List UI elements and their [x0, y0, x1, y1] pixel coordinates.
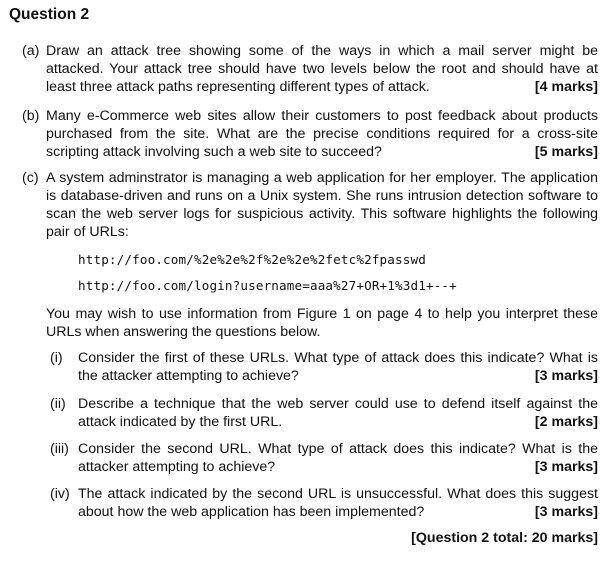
part-b-body [46, 107, 598, 161]
subpart-iii-marks: [3 marks] [534, 459, 598, 475]
part-c-followup: You may wish to use information from Figure 1 on page 4 to help you interpret these URLs when answering the questions below. [46, 306, 598, 340]
subpart-i-text: Consider the first of these URLs. What type of attack does this indicate? What is the attacker attempting to achieve? [78, 350, 598, 384]
part-a [22, 42, 598, 96]
part-c-label: (c) [22, 170, 39, 186]
subpart-i [50, 349, 598, 385]
subpart-iii [50, 440, 598, 476]
subpart-i-body [78, 349, 598, 385]
question-title: Question 2 [9, 6, 90, 23]
subpart-iv-marks: [3 marks] [534, 504, 598, 520]
question-total-marks: [Question 2 total: 20 marks] [411, 530, 598, 546]
subpart-iv-body [78, 485, 598, 521]
part-b [22, 107, 598, 161]
part-b-marks: [5 marks] [534, 144, 598, 160]
subpart-i-marks: [3 marks] [534, 368, 598, 384]
part-a-body [46, 42, 598, 96]
part-c [22, 169, 598, 241]
subpart-ii-text: Describe a technique that the web server could use to defend itself against the attack indicated by the first URL. [78, 396, 598, 430]
subpart-ii-label: (ii) [50, 396, 66, 412]
subpart-iii-body [78, 440, 598, 476]
subpart-ii [50, 395, 598, 431]
part-a-marks: [4 marks] [534, 79, 598, 95]
suspicious-url-2: http://foo.com/login?username=aaa%27+OR+1%3d1+--+ [78, 278, 457, 293]
part-b-text: Many e-Commerce web sites allow their customers to post feedback about products purchased from the site. What are the precise conditions required for a cross-site scripting attack involving such a web site to succeed? [46, 108, 598, 160]
part-c-text: A system adminstrator is managing a web application for her employer. The application is database-driven and runs on a Unix system. She runs intrusion detection software to scan the web server logs for suspicious activity. This software highlights the following pair of URLs: [46, 170, 598, 240]
subpart-iii-text: Consider the second URL. What type of attack does this indicate? What is the attacker attempting to achieve? [78, 441, 598, 475]
suspicious-url-1: http://foo.com/%2e%2e%2f%2e%2e%2fetc%2fpasswd [78, 252, 426, 267]
subpart-i-label: (i) [50, 350, 63, 366]
subpart-iv [50, 485, 598, 521]
part-c-body [46, 169, 598, 241]
subpart-ii-marks: [2 marks] [534, 414, 598, 430]
part-a-label: (a) [22, 43, 40, 59]
subpart-iii-label: (iii) [50, 441, 69, 457]
subpart-iv-label: (iv) [50, 486, 70, 502]
part-b-label: (b) [22, 108, 40, 124]
subpart-ii-body [78, 395, 598, 431]
subpart-iv-text: The attack indicated by the second URL is unsuccessful. What does this suggest about how the web application has been implemented? [78, 486, 598, 520]
part-a-text: Draw an attack tree showing some of the ways in which a mail server might be attacked. Your attack tree should have two levels below the root and should have at least three attack paths representing different types of attack. [46, 43, 598, 95]
